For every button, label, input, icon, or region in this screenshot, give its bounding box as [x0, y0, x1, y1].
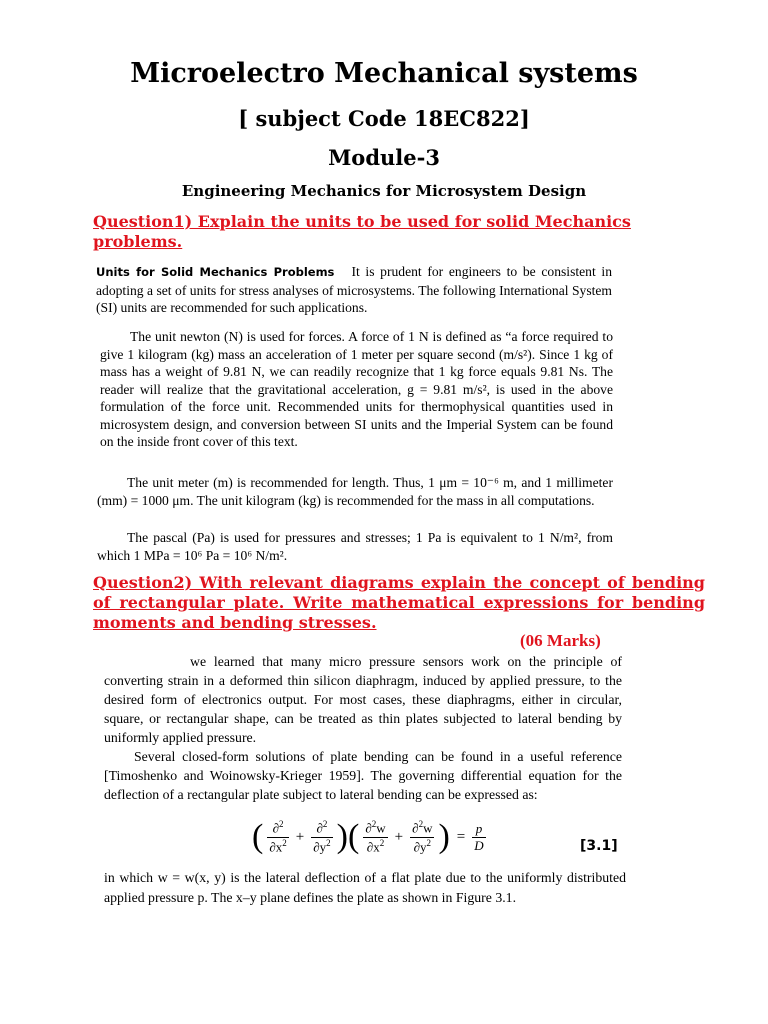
- module-heading: Module-3: [328, 145, 440, 170]
- newton-paragraph: The unit newton (N) is used for forces. A force of 1 N is defined as “a force required to give 1 kilogram (kg) mass an acceleration of 1 meter per square second (m/s²). Since 1 kg of mass has a weight of 9.81 N, we can readily recognize that 1 kg force equals 9.81 Ns. The reader will realize that the gravitational acceleration, g = 9.81 m/s², is used in the above formulation of the force unit. Recommended units for thermophysical quantities used in microsystem design, and conversion between SI units and the Imperial System can be found on the inside front cover of this text.: [100, 329, 613, 449]
- pascal-paragraph: The pascal (Pa) is used for pressures and stresses; 1 Pa is equivalent to 1 N/m², from which 1 MPa = 10⁶ Pa = 10⁶ N/m².: [97, 530, 613, 563]
- question-2-heading: Question2) With relevant diagrams explain the concept of bending of rectangular plate. Write mathematical expressions for bending moments and bending stresses.: [93, 573, 705, 632]
- module-title: Engineering Mechanics for Microsystem Design: [181, 182, 587, 200]
- subject-code: [ subject Code 18EC822]: [238, 106, 530, 131]
- plate-bending-equation: ( $\frac{\partial^2}{\partial x^2}$ + $\frac{\partial^2}{\partial y^2}$ )( $\frac{\partial^2w}{\partial x^2}$ + $\frac{\partial^2w}{\partial y^2}$ ) = $\frac{p}{D}$: [252, 818, 484, 855]
- question-1-heading: Question1) Explain the units to be used for solid Mechanics problems.: [93, 212, 631, 251]
- document-title: Microelectro Mechanical systems: [130, 58, 638, 89]
- units-run-head: Units for Solid Mechanics Problems: [96, 265, 335, 279]
- plate-bending-paragraph-3: in which w = w(x, y) is the lateral deflection of a flat plate due to the uniformly distributed applied pressure p. The x–y plane defines the plate as shown in Figure 3.1.: [104, 870, 626, 905]
- plate-bending-paragraph-2: Several closed-form solutions of plate bending can be found in a useful reference [Timoshenko and Woinowsky-Krieger 1959]. The governing differential equation for the deflection of a rectangular plate subject to lateral bending can be expressed as:: [104, 749, 622, 802]
- units-intro-text: It is prudent for engineers to be consistent in adopting a set of units for stress analyses of microsystems. The following International System (SI) units are recommended for such applications.: [96, 264, 612, 315]
- meter-paragraph: The unit meter (m) is recommended for length. Thus, 1 μm = 10⁻⁶ m, and 1 millimeter (mm) = 1000 μm. The unit kilogram (kg) is recommended for the mass in all computations.: [97, 475, 613, 508]
- units-intro-paragraph: [96, 263, 612, 317]
- plate-bending-paragraph-1: we learned that many micro pressure sensors work on the principle of converting strain in a deformed thin silicon diaphragm, induced by applied pressure, to the desired form of electronics output. For most cases, these diaphragms, either in circular, square, or rectangular shape, can be treated as thin plates subjected to lateral bending by uniformly applied pressure.: [104, 654, 622, 745]
- marks-label: (06 Marks): [520, 631, 601, 650]
- equation-number: [3.1]: [580, 838, 618, 854]
